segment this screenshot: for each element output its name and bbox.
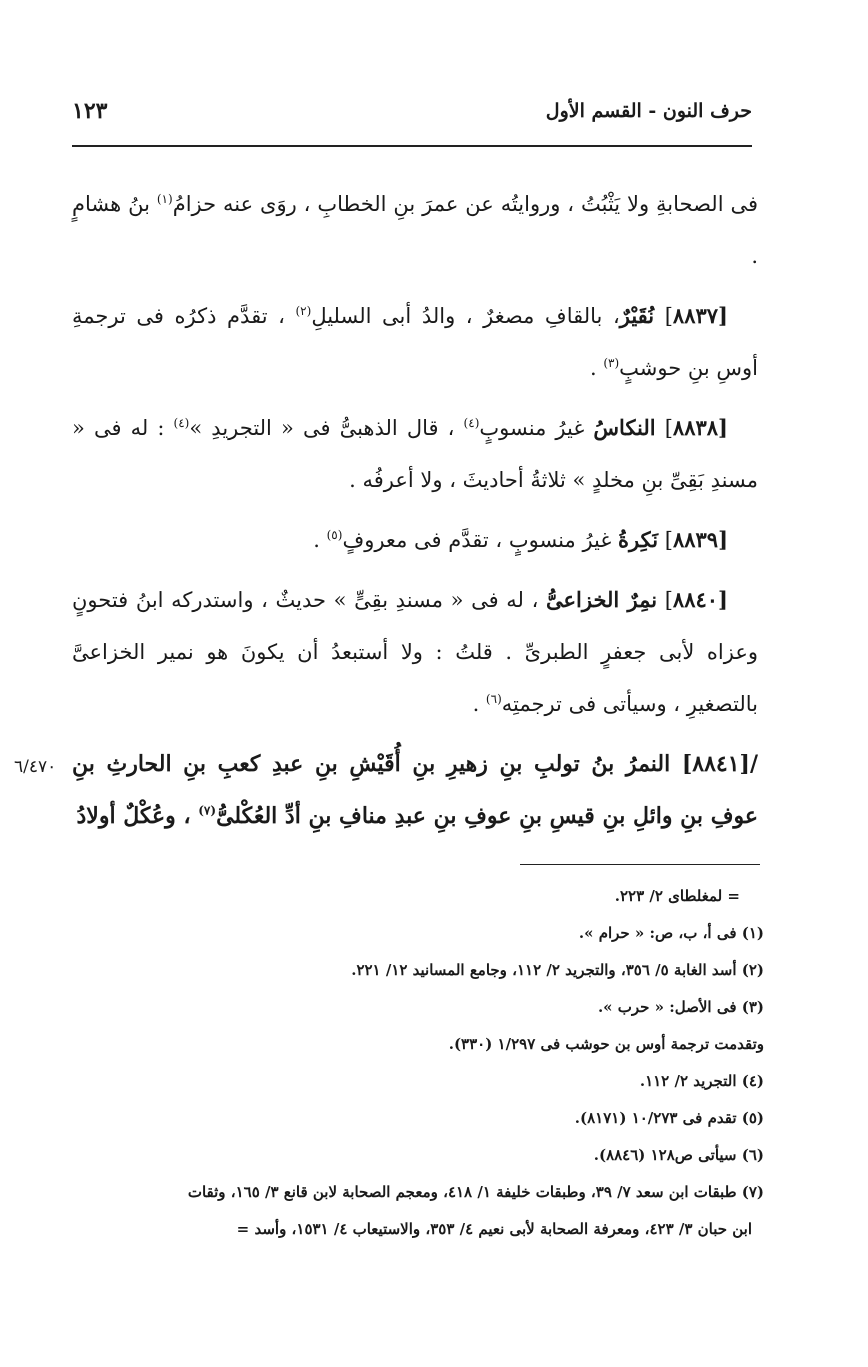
footnote-3-continuation: وتقدمت ترجمة أوس بن حوشب فى ١/٢٩٧ (٣٣٠).	[448, 1035, 764, 1053]
paragraph-continuation	[72, 178, 758, 282]
footnote-4: (٤) التجريد ٢/ ١١٢.	[639, 1072, 764, 1090]
text-run: .	[472, 692, 486, 716]
text-run: بنُ	[128, 192, 157, 216]
footnote-7-continuation: ابن حبان ٣/ ٤٢٣، ومعرفة الصحابة لأبى نعيم ٤/ ٣٥٣، والاستيعاب ٤/ ١٥٣١، وأسد =	[236, 1220, 752, 1238]
running-head	[72, 100, 752, 136]
entry-name: نُقَيْرٌ	[619, 303, 655, 328]
footnote-3: (٣) فى الأصل: « حرب ».	[597, 998, 764, 1016]
entry-8839: [٨٨٣٩] نَكِرةُ غيرُ منسوبٍ ، تقدَّم فى معروفٍ$^{(٥)}$ .	[313, 527, 728, 552]
text-run: .	[589, 356, 604, 380]
header-rule	[72, 145, 752, 147]
footnote-ref: (١)	[156, 192, 173, 206]
entry-number: [٨٨٣٨	[672, 415, 728, 440]
footnote-ref: (٣)	[603, 356, 620, 370]
text-run: .	[313, 528, 327, 552]
running-title: حرف النون - القسم الأول	[545, 100, 752, 122]
text-run: : له فى « مسندِ بَقِىِّ بنِ مخلدٍ » ثلاثةُ أحاديثَ ، ولا أعرفُه .	[72, 416, 758, 492]
footnote-1: (١) فى أ، ب، ص: « حرام ».	[578, 924, 764, 942]
footnote-7: (٧) طبقات ابن سعد ٧/ ٣٩، وطبقات خليفة ١/ ٤١٨، ومعجم الصحابة لابن قانع ٣/ ١٦٥، وثقات	[187, 1183, 764, 1201]
text-run: غيرُ منسوبٍ ، تقدَّم فى معروفٍ	[342, 528, 619, 552]
margin-reference: ٦/٤٧٠	[14, 757, 57, 777]
entry-8840: [٨٨٤٠] نمِرٌ الخزاعىُّ ، له فى « مسندِ بقِىٍّ » حديثٌ ، واستدركه ابنُ فتحونٍ وعزاه لأبى جعفرٍ الطبرىِّ . قلتُ : ولا أستبعدُ أن يكونَ هو نمير الخزاعىَّ بالتصغيرِ ، وسيأتى فى ترجمتِه$^{(٦)}$ .	[72, 587, 758, 716]
entry-name: النكاسُ	[593, 415, 656, 440]
footnote-ref: (٦)	[485, 692, 502, 706]
footnote-ref: (٢)	[295, 304, 312, 318]
text-run: /[٨٨٤١] النمرُ بنُ تولبِ بنِ زهيرِ بنِ أُقَيْشِ بنِ عبدِ كعبِ بنِ الحارثِ بنِ عوفِ بنِ وائلِ بنِ قيسِ بنِ عوفِ بنِ عبدِ منافِ بنِ أدِّ العُكْلىُّ	[72, 751, 758, 829]
footnote-ref: (٥)	[326, 528, 343, 542]
text-run: فى الصحابةِ ولا يَثْبُتُ ، وروايتُه عن عمرَ بنِ الخطابِ ، روَى عنه حزامُ	[172, 192, 758, 216]
footnote-5: (٥) تقدم فى ١٠/٢٧٣ (٨١٧١).	[574, 1109, 764, 1127]
footnote-ref: (٤)	[173, 416, 190, 430]
entry-8837: [٨٨٣٧] نُقَيْرٌ، بالقافِ مصغرٌ ، والدُ أبى السليلِ$^{(٢)}$ ، تقدَّم ذكرُه فى ترجمةِ أوسِ بنِ حوشبٍ$^{(٣)}$ .	[72, 303, 758, 380]
text-run: ، بالقافِ مصغرٌ ، والدُ أبى السليلِ	[311, 304, 620, 328]
entry-8838: [٨٨٣٨] النكاسُ غيرُ منسوبٍ$^{(٤)}$ ، قال الذهبىُّ فى « التجريدِ »$^{(٤)}$ : له فى « مسندِ بَقِىِّ بنِ مخلدٍ » ثلاثةُ أحاديثَ ، ولا أعرفُه .	[72, 415, 758, 492]
text-run: ، قال الذهبىُّ فى « التجريدِ »	[189, 416, 464, 440]
entry-number: [٨٨٣٧	[672, 303, 728, 328]
entry-8841	[72, 738, 758, 842]
entry-number: [٨٨٣٩	[672, 527, 728, 552]
footnotes	[80, 878, 764, 1248]
text-run: ، له فى « مسندِ بقِىٍّ » حديثٌ ، واستدركه ابنُ فتحونٍ وعزاه لأبى جعفرٍ الطبرىِّ . قلتُ : ولا أستبعدُ أن يكونَ هو نمير الخزاعىَّ بالتصغيرِ ، وسيأتى فى ترجمتِه	[72, 588, 758, 716]
footnote-continuation: = لمغلطاى ٢/ ٢٢٣.	[614, 887, 740, 905]
footnote-2: (٢) أسد الغابة ٥/ ٣٥٦، والتجريد ٢/ ١١٢، وجامع المسانيد ١٢/ ٢٢١.	[351, 961, 764, 979]
entry-name: نَكِرةُ	[618, 527, 659, 552]
entry-name: نمِرٌ الخزاعىُّ	[546, 587, 658, 612]
text-run: ، وعُكْلٌ أولادُ	[76, 803, 199, 829]
footnote-6: (٦) سيأتى ص١٢٨ (٨٨٤٦).	[593, 1146, 764, 1164]
main-text	[72, 178, 758, 850]
footnote-ref: (٧)	[198, 803, 217, 818]
page-number: ١٢٣	[72, 98, 108, 124]
footnote-ref: (٤)	[463, 416, 480, 430]
footnote-rule	[520, 864, 760, 865]
entry-number: [٨٨٤٠	[672, 587, 728, 612]
text-run: هشامٍ .	[72, 192, 758, 268]
text-run: غيرُ منسوبٍ	[479, 416, 594, 440]
text-run: ، تقدَّم ذكرُه فى ترجمةِ أوسِ بنِ حوشبٍ	[72, 304, 758, 380]
